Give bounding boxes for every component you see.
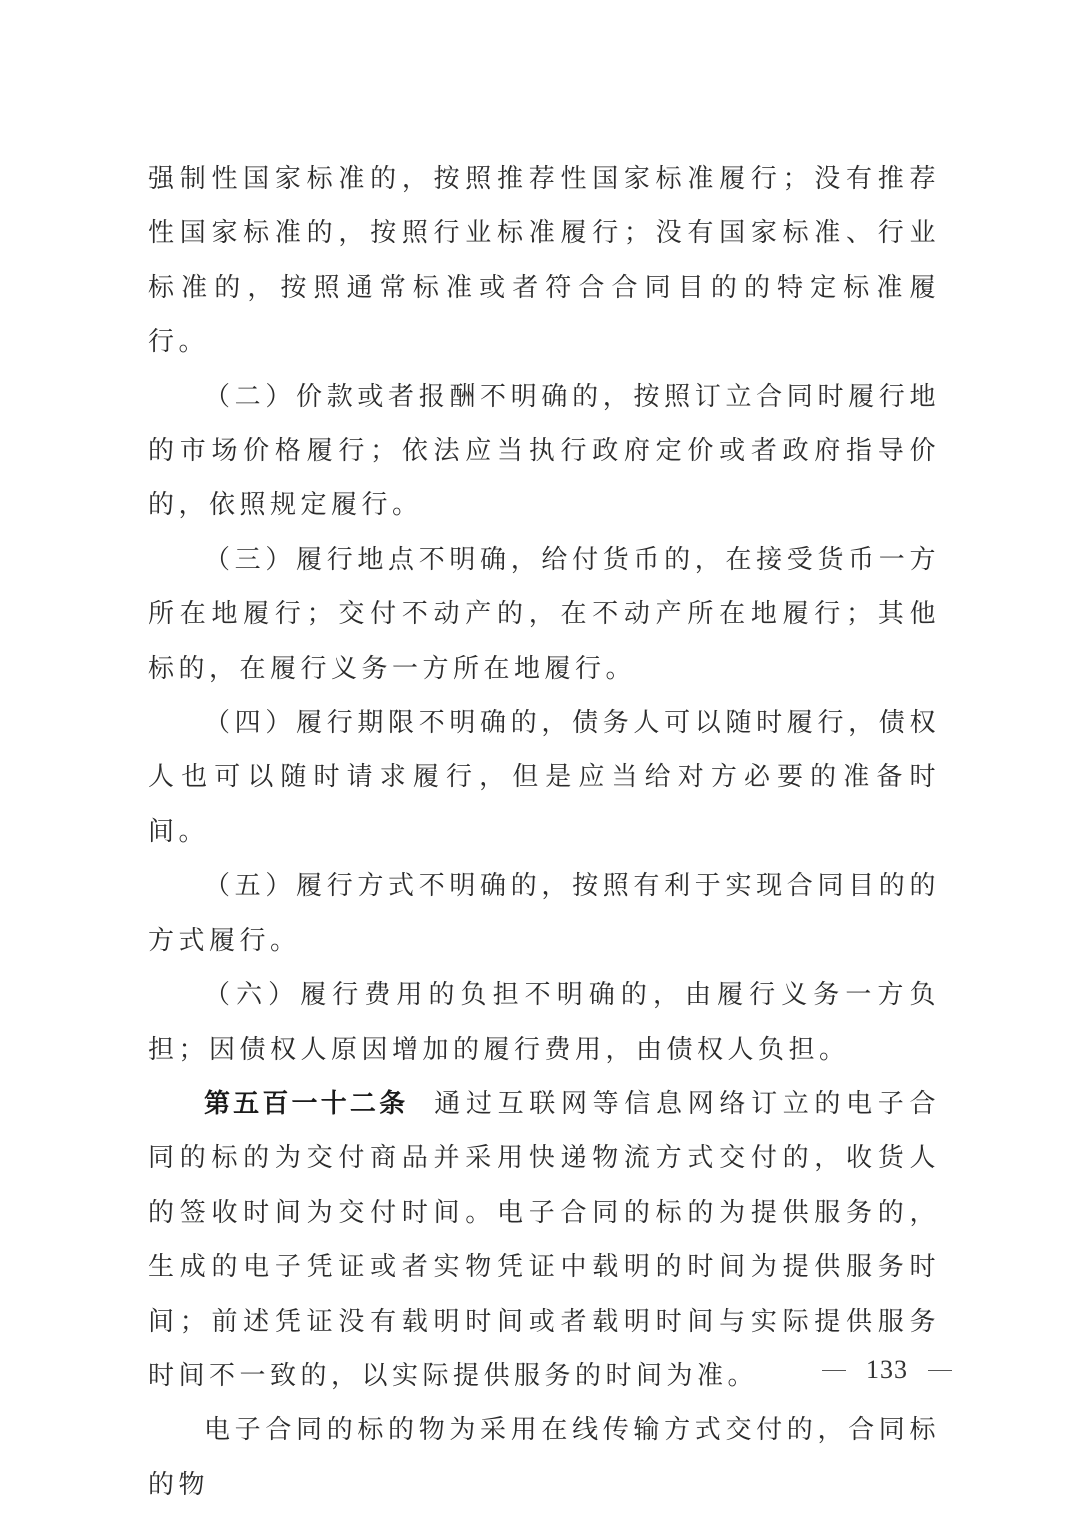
paragraph-item-6: （六）履行费用的负担不明确的，由履行义务一方负担；因债权人原因增加的履行费用，由债权人负担。 <box>148 980 940 1065</box>
article-number: 第五百一十二条 <box>204 1088 409 1119</box>
page-footer <box>822 1352 952 1388</box>
footer-dash-left <box>822 1370 846 1371</box>
paragraph-item-4: （四）履行期限不明确的，债务人可以随时履行，债权人也可以随时请求履行，但是应当给对方必要的准备时间。 <box>148 708 940 847</box>
paragraph-continuation: 强制性国家标准的，按照推荐性国家标准履行；没有推荐性国家标准的，按照行业标准履行；没有国家标准、行业标准的，按照通常标准或者符合合同目的的特定标准履行。 <box>148 164 940 358</box>
article-512-text: 通过互联网等信息网络订立的电子合同的标的为交付商品并采用快递物流方式交付的，收货人的签收时间为交付时间。电子合同的标的为提供服务的，生成的电子凭证或者实物凭证中载明的时间为提供服务时间；前述凭证没有载明时间或者载明时间与实际提供服务时间不一致的，以实际提供服务的时间为准。 <box>148 1088 940 1391</box>
paragraph-article-512-second: 电子合同的标的物为采用在线传输方式交付的，合同标的物 <box>148 1415 940 1500</box>
paragraph-item-2: （二）价款或者报酬不明确的，按照订立合同时履行地的市场价格履行；依法应当执行政府定价或者政府指导价的，依照规定履行。 <box>148 381 940 521</box>
document-body <box>148 152 940 1512</box>
paragraph-item-5: （五）履行方式不明确的，按照有利于实现合同目的的方式履行。 <box>148 871 940 956</box>
footer-dash-right <box>928 1370 952 1371</box>
paragraph-item-3: （三）履行地点不明确，给付货币的，在接受货币一方所在地履行；交付不动产的，在不动产所在地履行；其他标的，在履行义务一方所在地履行。 <box>148 544 940 684</box>
page-number: 133 <box>866 1355 908 1384</box>
